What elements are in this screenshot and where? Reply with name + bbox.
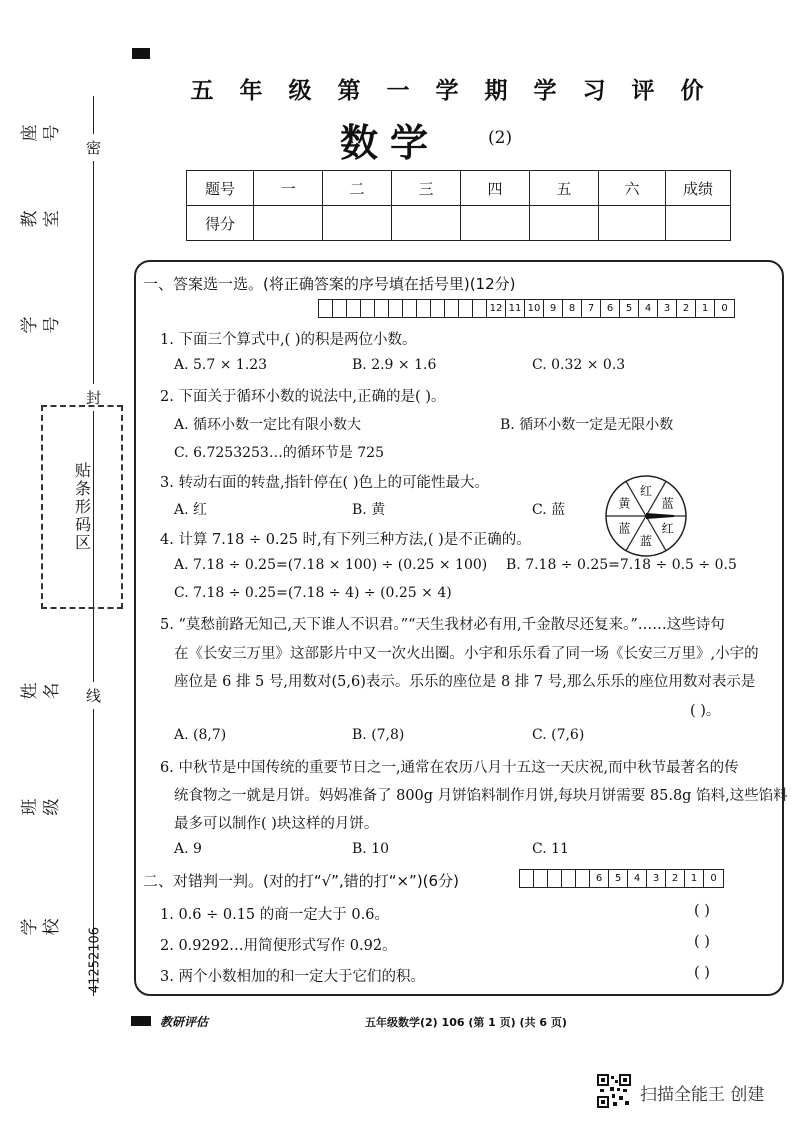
score-grid-blank-cell (534, 870, 548, 887)
score-grid-blank-cell (319, 300, 333, 317)
score-grid-blank-cell (473, 300, 487, 317)
seat-number-label: 座号 (20, 124, 62, 142)
q3-option-c[interactable]: C. 蓝 (532, 502, 566, 518)
class-label: 班级 (20, 798, 62, 816)
score-grid-blank-cell (576, 870, 590, 887)
section-2-heading: 二、对错判一判。(对的打“√”,错的打“×”)(6分) (143, 872, 459, 890)
score-grid-number-cell[interactable]: 3 (647, 870, 666, 887)
q6-line-3: 最多可以制作( )块这样的月饼。 (174, 816, 379, 832)
page-title: 五年级第一学期学习评价 (190, 78, 730, 104)
spinner-sector-label: 红 (661, 521, 674, 536)
q6-option-c[interactable]: C. 11 (532, 841, 569, 857)
q6-line-1: 6. 中秋节是中国传统的重要节日之一,通常在农历八月十五这一天庆祝,而中秋节最著名的传 (160, 760, 739, 776)
q6-line-2: 统食物之一就是月饼。妈妈准备了 800g 月饼馅料制作月饼,每块月饼需要 85.8g 馅料,这些馅料 (174, 788, 788, 804)
score-grid-blank-cell (459, 300, 473, 317)
score-input-cell[interactable] (666, 206, 731, 241)
seal-char-mi: 密 (86, 134, 101, 161)
footer-page-info: 五年级数学(2) 106 (第 1 页) (共 6 页) (365, 1016, 567, 1029)
q4-option-b[interactable]: B. 7.18 ÷ 0.25=7.18 ÷ 0.5 ÷ 0.5 (506, 557, 737, 573)
score-grid-number-cell[interactable]: 10 (525, 300, 544, 317)
score-table-cell: 一 (254, 171, 323, 206)
q6-option-b[interactable]: B. 10 (352, 841, 390, 857)
q3-option-b[interactable]: B. 黄 (352, 502, 386, 518)
corner-mark (132, 48, 150, 59)
subject-number: (2) (488, 128, 513, 148)
score-grid-number-cell[interactable]: 8 (563, 300, 582, 317)
q1-option-c[interactable]: C. 0.32 × 0.3 (532, 357, 626, 373)
footer-publisher: 教研评估 (160, 1015, 209, 1029)
judge-item-1: 1. 0.6 ÷ 0.15 的商一定大于 0.6。 (160, 907, 389, 923)
scanner-watermark: 扫描全能王 创建 (640, 1085, 765, 1105)
score-grid-number-cell[interactable]: 7 (582, 300, 601, 317)
q5-option-c[interactable]: C. (7,6) (532, 727, 585, 743)
classroom-label: 教室 (20, 210, 62, 228)
score-input-cell[interactable] (599, 206, 666, 241)
score-grid-number-cell[interactable]: 1 (696, 300, 715, 317)
q1-option-a[interactable]: A. 5.7 × 1.23 (174, 357, 268, 373)
q2-option-c[interactable]: C. 6.7253253…的循环节是 725 (174, 445, 384, 461)
score-grid-number-cell[interactable]: 11 (506, 300, 525, 317)
score-grid-blank-cell (548, 870, 562, 887)
q1-option-b[interactable]: B. 2.9 × 1.6 (352, 357, 437, 373)
score-input-cell[interactable] (254, 206, 323, 241)
q3-stem: 3. 转动右面的转盘,指针停在( )色上的可能性最大。 (160, 475, 489, 491)
q4-option-c[interactable]: C. 7.18 ÷ 0.25=(7.18 ÷ 4) ÷ (0.25 × 4) (174, 585, 452, 601)
score-grid-number-cell[interactable]: 5 (609, 870, 628, 887)
score-table-cell: 得分 (187, 206, 254, 241)
section-1-heading: 一、答案选一选。(将正确答案的序号填在括号里)(12分) (143, 275, 516, 293)
qr-code-icon (597, 1074, 631, 1108)
section-1-score-grid (318, 299, 735, 318)
q4-option-a[interactable]: A. 7.18 ÷ 0.25=(7.18 × 100) ÷ (0.25 × 100) (174, 557, 488, 573)
name-label: 姓名 (20, 682, 62, 700)
footer-mark (131, 1016, 151, 1026)
serial-number (85, 920, 105, 1000)
spinner-sector-label: 红 (639, 484, 653, 498)
score-grid-blank-cell (361, 300, 375, 317)
score-table (186, 170, 731, 241)
score-grid-number-cell[interactable]: 9 (544, 300, 563, 317)
barcode-paste-label: 贴条形码区 (72, 462, 92, 552)
q5-line-2: 在《长安三万里》这部影片中又一次火出圈。小宇和乐乐看了同一场《长安三万里》,小宇的 (174, 646, 759, 662)
score-input-cell[interactable] (323, 206, 392, 241)
q2-stem: 2. 下面关于循环小数的说法中,正确的是( )。 (160, 389, 446, 405)
judge-answer-3[interactable]: ( ) (694, 965, 710, 981)
score-grid-number-cell[interactable]: 0 (721, 303, 728, 314)
q5-option-a[interactable]: A. (8,7) (174, 727, 227, 743)
q5-option-b[interactable]: B. (7,8) (352, 727, 405, 743)
score-input-cell[interactable] (392, 206, 461, 241)
score-grid-blank-cell (520, 870, 534, 887)
score-grid-number-cell[interactable]: 4 (628, 870, 647, 887)
score-grid-number-cell[interactable]: 5 (620, 300, 639, 317)
score-grid-blank-cell (375, 300, 389, 317)
score-grid-number-cell[interactable]: 2 (666, 870, 685, 887)
q5-line-3: 座位是 6 排 5 号,用数对(5,6)表示。乐乐的座位是 8 排 7 号,那么乐乐的座位用数对表示是 (174, 674, 756, 690)
score-grid-number-cell[interactable]: 0 (710, 873, 717, 884)
score-table-cell: 六 (599, 171, 666, 206)
score-grid-number-cell[interactable]: 12 (487, 300, 506, 317)
school-label: 学校 (20, 918, 62, 936)
score-input-cell[interactable] (530, 206, 599, 241)
q5-answer-blank[interactable]: ( )。 (690, 703, 721, 719)
judge-answer-2[interactable]: ( ) (694, 934, 710, 950)
score-grid-blank-cell (389, 300, 403, 317)
score-grid-blank-cell (445, 300, 459, 317)
spinner-sector-label: 蓝 (661, 496, 674, 511)
score-grid-blank-cell (431, 300, 445, 317)
barcode-paste-area (41, 405, 123, 609)
section-2-score-grid (519, 869, 724, 888)
q2-option-a[interactable]: A. 循环小数一定比有限小数大 (174, 417, 362, 433)
q5-line-1: 5. “莫愁前路无知己,天下谁人不识君。”“天生我材必有用,千金散尽还复来。”……这些诗句 (160, 617, 725, 633)
serial-number-text: 41252106 (87, 926, 103, 994)
score-grid-blank-cell (403, 300, 417, 317)
spinner-sector-label: 黄 (618, 496, 631, 511)
score-grid-number-cell[interactable]: 6 (590, 870, 609, 887)
spinner-sector-label: 蓝 (639, 534, 653, 548)
score-grid-blank-cell (333, 300, 347, 317)
subject-title: 数学 (340, 121, 441, 165)
student-id-label: 学号 (20, 316, 62, 334)
score-table-cell: 题号 (187, 171, 254, 206)
spinner-sector-label: 蓝 (618, 521, 631, 536)
score-grid-blank-cell (417, 300, 431, 317)
q3-option-a[interactable]: A. 红 (174, 502, 208, 518)
judge-item-2: 2. 0.9292…用简便形式写作 0.92̇。 (160, 938, 397, 954)
score-table-cell: 成绩 (666, 171, 731, 206)
spinner-wheel (604, 474, 688, 558)
score-table-cell: 二 (323, 171, 392, 206)
judge-answer-1[interactable]: ( ) (694, 903, 710, 919)
score-grid-number-cell[interactable]: 2 (677, 300, 696, 317)
q6-option-a[interactable]: A. 9 (174, 841, 202, 857)
judge-item-3: 3. 两个小数相加的和一定大于它们的积。 (160, 969, 425, 985)
score-grid-number-cell[interactable]: 3 (658, 300, 677, 317)
q4-stem: 4. 计算 7.18 ÷ 0.25 时,有下列三种方法,( )是不正确的。 (160, 532, 531, 548)
score-grid-number-cell[interactable]: 4 (639, 300, 658, 317)
score-grid-blank-cell (347, 300, 361, 317)
score-table-score-row (187, 206, 731, 241)
score-table-cell: 五 (530, 171, 599, 206)
score-grid-number-cell[interactable]: 1 (685, 870, 704, 887)
seal-char-xian: 线 (86, 682, 101, 709)
score-table-cell: 三 (392, 171, 461, 206)
seal-char-feng: 封 (86, 384, 101, 411)
q1-stem: 1. 下面三个算式中,( )的积是两位小数。 (160, 332, 417, 348)
score-grid-blank-cell (562, 870, 576, 887)
score-table-cell: 四 (461, 171, 530, 206)
score-grid-number-cell[interactable]: 6 (601, 300, 620, 317)
score-table-header-row (187, 171, 731, 206)
q2-option-b[interactable]: B. 循环小数一定是无限小数 (500, 417, 674, 433)
score-input-cell[interactable] (461, 206, 530, 241)
